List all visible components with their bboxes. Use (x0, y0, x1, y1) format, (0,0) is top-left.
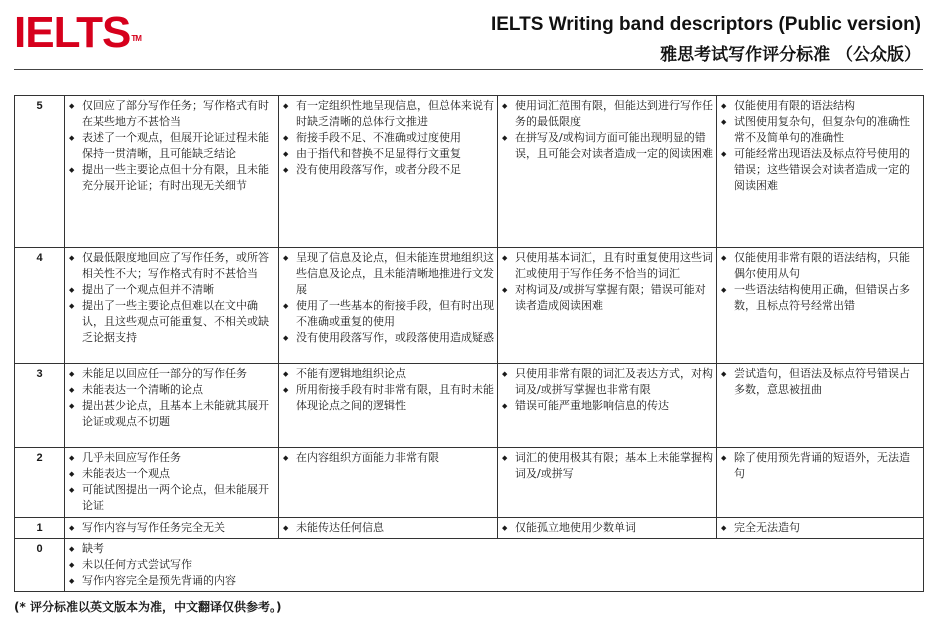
descriptor-list (720, 366, 920, 398)
descriptor-cell (65, 448, 279, 518)
descriptor-item: ◆ 错误可能严重地影响信息的传达 (501, 398, 713, 414)
band-score-cell: 3 (15, 364, 65, 448)
descriptor-cell (717, 248, 924, 364)
descriptor-cell (717, 518, 924, 539)
descriptor-item: ◆ 未能传达任何信息 (282, 520, 494, 536)
descriptor-item: ◆ 完全无法造句 (720, 520, 920, 536)
table-row (15, 539, 924, 592)
descriptor-item: ◆ 没有使用段落写作，或段落使用造成疑惑 (282, 330, 494, 346)
descriptor-list (282, 98, 494, 178)
descriptor-cell (279, 448, 498, 518)
descriptor-item: ◆ 可能试图提出一两个论点，但未能展开论证 (68, 482, 275, 514)
descriptor-list (282, 366, 494, 414)
table-row (15, 364, 924, 448)
page-title-zh: 雅思考试写作评分标准 （公众版） (660, 45, 921, 65)
descriptor-item: ◆ 使用了一些基本的衔接手段，但有时出现不准确或重复的使用 (282, 298, 494, 330)
descriptor-list (501, 520, 713, 536)
descriptor-item: ◆ 缺考 (68, 541, 920, 557)
descriptor-item: ◆ 尝试造句，但语法及标点符号错误占多数，意思被扭曲 (720, 366, 920, 398)
descriptor-list (68, 366, 275, 430)
band-score-cell: 2 (15, 448, 65, 518)
descriptor-cell (65, 518, 279, 539)
descriptor-item: ◆ 在拼写及/或构词方面可能出现明显的错误，且可能会对读者造成一定的阅读困难 (501, 130, 713, 162)
band-score-cell: 4 (15, 248, 65, 364)
descriptor-item: ◆ 一些语法结构使用正确，但错误占多数，且标点符号经常出错 (720, 282, 920, 314)
descriptor-list (282, 520, 494, 536)
descriptor-cell (279, 96, 498, 248)
descriptor-cell (279, 518, 498, 539)
descriptor-item: ◆ 表述了一个观点，但展开论证过程未能保持一贯清晰，且可能缺乏结论 (68, 130, 275, 162)
descriptor-item: ◆ 未能足以回应任一部分的写作任务 (68, 366, 275, 382)
descriptor-list (68, 250, 275, 346)
table-row (15, 448, 924, 518)
descriptor-list (720, 450, 920, 482)
descriptor-list (68, 541, 920, 589)
band-score-cell: 5 (15, 96, 65, 248)
descriptor-item: ◆ 仅能使用非常有限的语法结构，只能偶尔使用从句 (720, 250, 920, 282)
descriptor-cell (498, 518, 717, 539)
descriptor-item: ◆ 未以任何方式尝试写作 (68, 557, 920, 573)
descriptor-item: ◆ 除了使用预先背诵的短语外，无法造句 (720, 450, 920, 482)
descriptor-list (68, 520, 275, 536)
table-row (15, 248, 924, 364)
band-score-cell: 0 (15, 539, 65, 592)
descriptor-cell (717, 448, 924, 518)
descriptor-item: ◆ 试图使用复杂句，但复杂句的准确性常不及简单句的准确性 (720, 114, 920, 146)
table-body (15, 96, 924, 592)
descriptor-item: ◆ 词汇的使用极其有限；基本上未能掌握构词及/或拼写 (501, 450, 713, 482)
descriptor-list (720, 250, 920, 314)
descriptor-list (501, 250, 713, 314)
page-title-en: IELTS Writing band descriptors (Public version) (490, 14, 921, 35)
descriptor-item: ◆ 在内容组织方面能力非常有限 (282, 450, 494, 466)
descriptor-item: ◆ 未能表达一个观点 (68, 466, 275, 482)
descriptor-item: ◆ 所用衔接手段有时非常有限，且有时未能体现论点之间的逻辑性 (282, 382, 494, 414)
descriptor-cell (279, 248, 498, 364)
descriptor-item: ◆ 未能表达一个清晰的论点 (68, 382, 275, 398)
descriptor-item: ◆ 只使用非常有限的词汇及表达方式，对构词及/或拼写掌握也非常有限 (501, 366, 713, 398)
descriptor-item: ◆ 呈现了信息及论点，但未能连贯地组织这些信息及论点，且未能清晰地推进行文发展 (282, 250, 494, 298)
descriptor-item: ◆ 仅最低限度地回应了写作任务，或所答相关性不大；写作格式有时不甚恰当 (68, 250, 275, 282)
descriptor-cell (498, 96, 717, 248)
descriptor-list (282, 250, 494, 346)
descriptor-cell (65, 96, 279, 248)
descriptor-list (68, 98, 275, 194)
descriptor-item: ◆ 不能有逻辑地组织论点 (282, 366, 494, 382)
descriptor-cell (65, 539, 924, 592)
descriptor-list (720, 520, 920, 536)
descriptor-list (501, 366, 713, 414)
logo-text: IELTS (14, 8, 131, 57)
descriptor-list (282, 450, 494, 466)
descriptor-cell (498, 448, 717, 518)
descriptor-item: ◆ 提出了一个观点但并不清晰 (68, 282, 275, 298)
descriptor-item: ◆ 没有使用段落写作，或者分段不足 (282, 162, 494, 178)
descriptor-cell (717, 96, 924, 248)
footnote: (* 评分标准以英文版本为准，中文翻译仅供参考。) (14, 600, 282, 614)
descriptor-cell (279, 364, 498, 448)
descriptor-cell (498, 248, 717, 364)
descriptor-cell (498, 364, 717, 448)
descriptor-list (720, 98, 920, 194)
descriptor-item: ◆ 提出了一些主要论点但难以在文中确认，且这些观点可能重复、不相关或缺乏论据支持 (68, 298, 275, 346)
band-descriptors-table (14, 95, 924, 592)
descriptor-item: ◆ 写作内容完全是预先背诵的内容 (68, 573, 920, 589)
descriptor-item: ◆ 写作内容与写作任务完全无关 (68, 520, 275, 536)
descriptor-item: ◆ 几乎未回应写作任务 (68, 450, 275, 466)
descriptor-list (68, 450, 275, 514)
header-divider (14, 69, 923, 70)
table-row (15, 96, 924, 248)
ielts-logo (14, 8, 141, 58)
descriptor-item: ◆ 由于指代和替换不足显得行文重复 (282, 146, 494, 162)
trademark-mark: TM (131, 34, 141, 43)
descriptor-list (501, 450, 713, 482)
table-row (15, 518, 924, 539)
descriptor-item: ◆ 只使用基本词汇，且有时重复使用这些词汇或使用于写作任务不恰当的词汇 (501, 250, 713, 282)
descriptor-list (501, 98, 713, 162)
band-score-cell: 1 (15, 518, 65, 539)
descriptor-item: ◆ 可能经常出现语法及标点符号使用的错误；这些错误会对读者造成一定的阅读困难 (720, 146, 920, 194)
descriptor-cell (717, 364, 924, 448)
descriptor-item: ◆ 提出甚少论点，且基本上未能就其展开论证或观点不切题 (68, 398, 275, 430)
descriptor-cell (65, 248, 279, 364)
descriptor-item: ◆ 仅能使用有限的语法结构 (720, 98, 920, 114)
descriptor-item: ◆ 提出一些主要论点但十分有限，且未能充分展开论证；有时出现无关细节 (68, 162, 275, 194)
descriptor-cell (65, 364, 279, 448)
descriptor-item: ◆ 有一定组织性地呈现信息，但总体来说有时缺乏清晰的总体行文推进 (282, 98, 494, 130)
descriptor-item: ◆ 仅能孤立地使用少数单词 (501, 520, 713, 536)
descriptor-item: ◆ 仅回应了部分写作任务；写作格式有时在某些地方不甚恰当 (68, 98, 275, 130)
descriptor-item: ◆ 对构词及/或拼写掌握有限；错误可能对读者造成阅读困难 (501, 282, 713, 314)
descriptor-item: ◆ 衔接手段不足、不准确或过度使用 (282, 130, 494, 146)
descriptor-item: ◆ 使用词汇范围有限，但能达到进行写作任务的最低限度 (501, 98, 713, 130)
